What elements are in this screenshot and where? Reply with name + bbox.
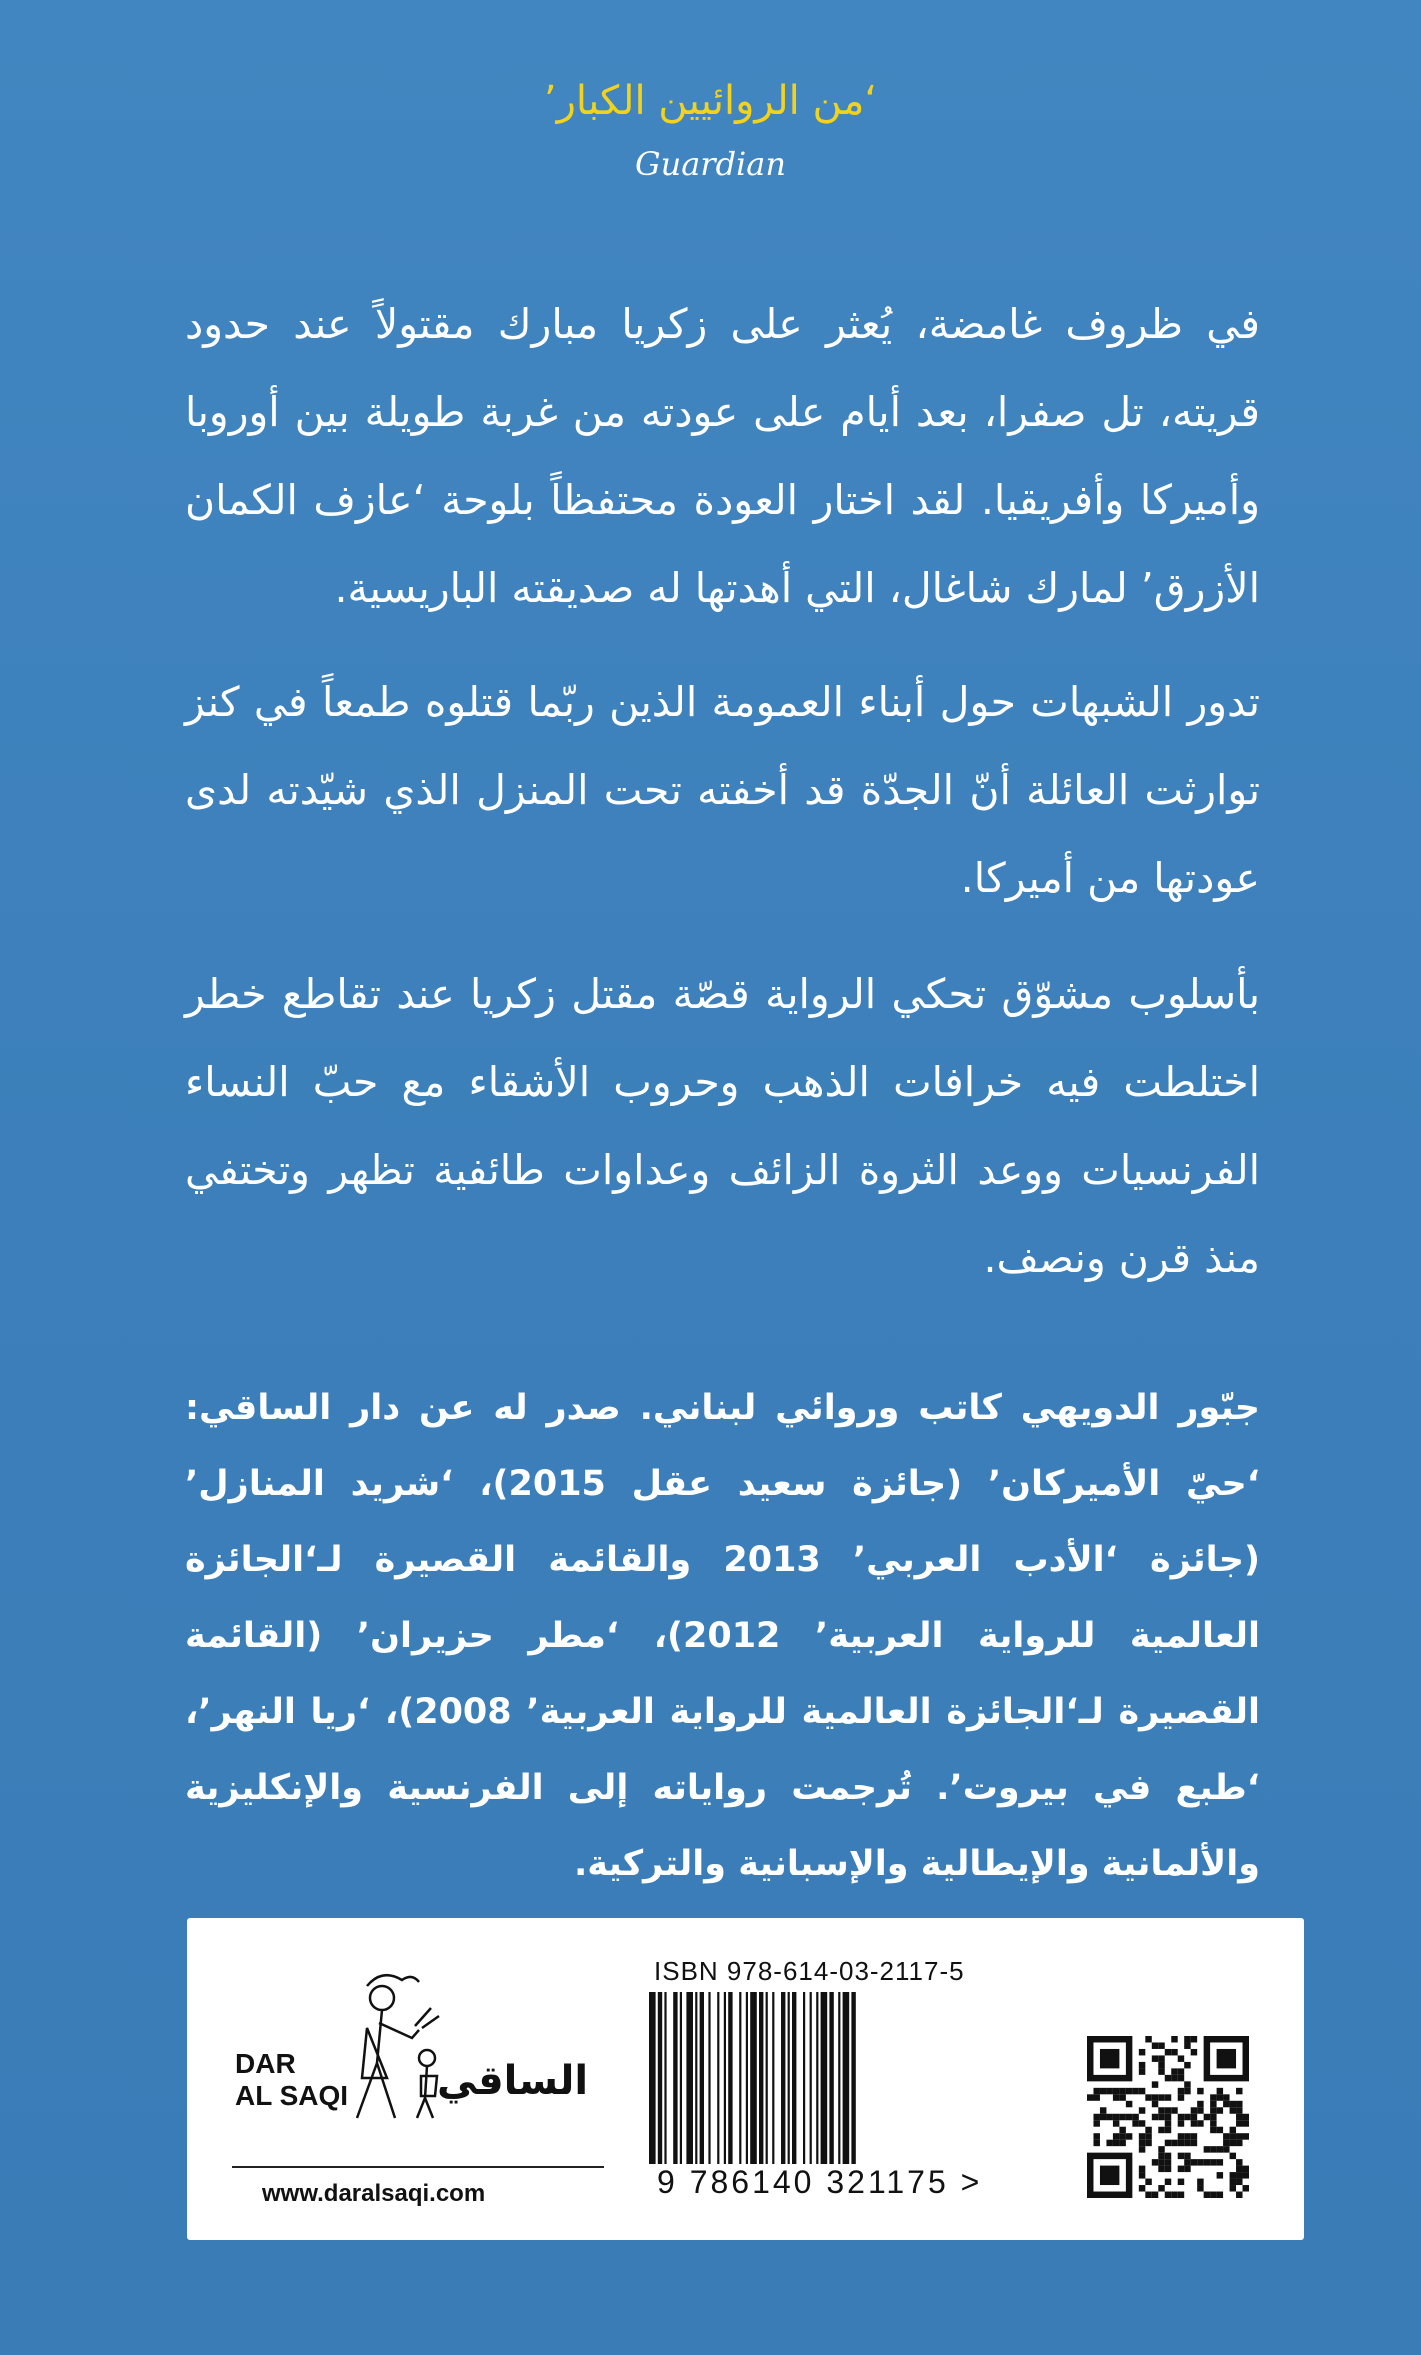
qr-module [1113, 2140, 1119, 2146]
qr-module [1171, 2140, 1177, 2146]
barcode-bar [821, 1992, 828, 2164]
qr-module [1119, 2133, 1125, 2139]
qr-module [1132, 2114, 1138, 2120]
qr-module [1139, 2107, 1145, 2113]
review-source: Guardian [635, 145, 786, 183]
qr-module [1210, 2127, 1216, 2133]
divider [232, 2166, 604, 2168]
qr-code-icon [1087, 2036, 1249, 2198]
qr-module [1243, 2166, 1249, 2172]
barcode-bar [680, 1992, 682, 2164]
qr-module [1217, 2172, 1223, 2178]
qr-module [1139, 2120, 1145, 2126]
qr-module [1178, 2179, 1184, 2185]
barcode-digits: 9 786140 321175 > [657, 2164, 983, 2200]
qr-module [1139, 2140, 1145, 2146]
qr-module [1158, 2068, 1164, 2074]
qr-module [1093, 2094, 1099, 2100]
qr-module [1210, 2192, 1216, 2198]
qr-module [1236, 2192, 1242, 2198]
barcode-bar [673, 1992, 677, 2164]
qr-module [1171, 2107, 1177, 2113]
qr-module [1106, 2140, 1112, 2146]
barcode-bar [746, 1992, 748, 2164]
qr-module [1178, 2075, 1184, 2081]
qr-module [1197, 2107, 1203, 2113]
qr-module [1158, 2114, 1164, 2120]
qr-module [1191, 2133, 1197, 2139]
qr-module [1119, 2140, 1125, 2146]
qr-module [1243, 2172, 1249, 2178]
qr-module [1158, 2062, 1164, 2068]
qr-module [1223, 2146, 1229, 2152]
qr-module [1158, 2094, 1164, 2100]
qr-module [1230, 2153, 1236, 2159]
qr-module [1113, 2114, 1119, 2120]
barcode-bar [708, 1992, 710, 2164]
barcode-bar [772, 1992, 774, 2164]
qr-module [1126, 2088, 1132, 2094]
barcode-bar [750, 1992, 757, 2164]
qr-module [1191, 2120, 1197, 2126]
qr-module [1165, 2159, 1171, 2165]
qr-module [1236, 2101, 1242, 2107]
qr-module [1210, 2146, 1216, 2152]
isbn-label: ISBN 978-614-03-2117-5 [654, 1956, 965, 1986]
qr-module [1184, 2153, 1190, 2159]
barcode-bar [759, 1992, 763, 2164]
qr-module [1113, 2120, 1119, 2126]
qr-module [1087, 2094, 1093, 2100]
qr-module [1100, 2107, 1106, 2113]
qr-module [1217, 2146, 1223, 2152]
qr-module [1145, 2140, 1151, 2146]
qr-module [1152, 2114, 1158, 2120]
qr-module [1093, 2133, 1099, 2139]
qr-module [1236, 2107, 1242, 2113]
qr-module [1178, 2166, 1184, 2172]
qr-module [1139, 2185, 1145, 2191]
qr-module [1230, 2107, 1236, 2113]
barcode-bar [792, 1992, 796, 2164]
qr-module [1165, 2179, 1171, 2185]
qr-module [1139, 2068, 1145, 2074]
qr-module [1191, 2159, 1197, 2165]
qr-module [1184, 2166, 1190, 2172]
qr-module [1197, 2101, 1203, 2107]
qr-module [1165, 2114, 1171, 2120]
qr-module [1178, 2055, 1184, 2061]
qr-module [1119, 2114, 1125, 2120]
qr-module [1145, 2094, 1151, 2100]
qr-finder-core [1100, 2166, 1119, 2185]
qr-module [1113, 2133, 1119, 2139]
qr-module [1223, 2094, 1229, 2100]
qr-module [1158, 2055, 1164, 2061]
qr-module [1171, 2036, 1177, 2042]
qr-module [1126, 2101, 1132, 2107]
qr-module [1171, 2192, 1177, 2198]
qr-module [1217, 2159, 1223, 2165]
review-quote: ‘من الروائيين الكبار’ [543, 78, 878, 124]
qr-module [1184, 2088, 1190, 2094]
qr-module [1243, 2120, 1249, 2126]
qr-module [1139, 2088, 1145, 2094]
qr-module [1158, 2146, 1164, 2152]
barcode-bar [700, 1992, 704, 2164]
qr-module [1230, 2140, 1236, 2146]
qr-module [1217, 2107, 1223, 2113]
qr-module [1217, 2127, 1223, 2133]
qr-module [1165, 2094, 1171, 2100]
barcode-bar [843, 1992, 850, 2164]
qr-module [1132, 2088, 1138, 2094]
qr-module [1165, 2127, 1171, 2133]
qr-module [1184, 2133, 1190, 2139]
qr-module [1191, 2114, 1197, 2120]
publisher-figure-logo-icon [327, 1968, 467, 2128]
qr-module [1132, 2120, 1138, 2126]
qr-module [1243, 2133, 1249, 2139]
synopsis-paragraph-2: تدور الشبهات حول أبناء العمومة الذين ربّما قتلوه طمعاً في كنز توارثت العائلة أنّ الجدّة قد أخفته تحت المنزل الذي شيّدته لدى عودتها من أميركا. [185, 678, 1260, 902]
qr-module [1178, 2088, 1184, 2094]
qr-module [1184, 2062, 1190, 2068]
qr-module [1178, 2140, 1184, 2146]
qr-module [1145, 2036, 1151, 2042]
qr-module [1093, 2120, 1099, 2126]
qr-module [1210, 2120, 1216, 2126]
qr-module [1158, 2185, 1164, 2191]
qr-module [1210, 2107, 1216, 2113]
qr-module [1243, 2114, 1249, 2120]
qr-module [1171, 2068, 1177, 2074]
synopsis-paragraph-1: في ظروف غامضة، يُعثر على زكريا مبارك مقتولاً عند حدود قريته، تل صفرا، بعد أيام على عودته من غربة طويلة بين أوروبا وأميركا وأفريقيا. لقد اختار العودة محتفظاً بلوحة ‘عازف الكمان الأزرق’ لمارك شاغال، التي أهدتها له صديقته الباريسية. [185, 300, 1260, 612]
barcode-bar [649, 1992, 656, 2164]
qr-module [1171, 2075, 1177, 2081]
qr-module [1165, 2075, 1171, 2081]
barcode-bar [739, 1992, 741, 2164]
qr-module [1197, 2088, 1203, 2094]
barcode-bar [838, 1992, 840, 2164]
qr-module [1093, 2088, 1099, 2094]
qr-module [1230, 2179, 1236, 2185]
qr-module [1184, 2081, 1190, 2087]
barcode-bar [717, 1992, 719, 2164]
barcode-bar [724, 1992, 726, 2164]
qr-finder-core [1100, 2049, 1119, 2068]
qr-module [1178, 2120, 1184, 2126]
qr-module [1113, 2094, 1119, 2100]
barcode-bar [810, 1992, 812, 2164]
qr-module [1236, 2140, 1242, 2146]
qr-module [1204, 2159, 1210, 2165]
qr-module [1165, 2107, 1171, 2113]
qr-module [1119, 2094, 1125, 2100]
publisher-panel [187, 1918, 1304, 2240]
qr-module [1165, 2140, 1171, 2146]
qr-module [1197, 2185, 1203, 2191]
qr-module [1230, 2133, 1236, 2139]
publisher-website: www.daralsaqi.com [262, 2180, 486, 2207]
barcode-bar [851, 1992, 855, 2164]
qr-module [1152, 2042, 1158, 2048]
qr-module [1223, 2140, 1229, 2146]
qr-module [1126, 2133, 1132, 2139]
qr-module [1184, 2140, 1190, 2146]
qr-module [1230, 2172, 1236, 2178]
isbn-barcode-icon [647, 1992, 982, 2172]
qr-module [1139, 2062, 1145, 2068]
qr-module [1223, 2133, 1229, 2139]
synopsis-paragraph-3: بأسلوب مشوّق تحكي الرواية قصّة مقتل زكريا عند تقاطع خطر اختلطت فيه خرافات الذهب وحروب الأشقاء مع حبّ النساء الفرنسيات ووعد الثروة الزائف وعداوات طائفية تظهر وتختفي منذ قرن ونصف. [185, 970, 1260, 1282]
qr-module [1210, 2114, 1216, 2120]
qr-module [1165, 2192, 1171, 2198]
qr-module [1191, 2140, 1197, 2146]
qr-module [1236, 2166, 1242, 2172]
barcode-bar [686, 1992, 693, 2164]
qr-module [1126, 2114, 1132, 2120]
qr-module [1158, 2042, 1164, 2048]
qr-module [1165, 2049, 1171, 2055]
qr-module [1119, 2088, 1125, 2094]
qr-module [1197, 2159, 1203, 2165]
qr-module [1204, 2114, 1210, 2120]
qr-module [1184, 2159, 1190, 2165]
qr-module [1152, 2081, 1158, 2087]
qr-module [1236, 2133, 1242, 2139]
qr-module [1139, 2172, 1145, 2178]
publisher-name-arabic: الساقي [437, 2058, 589, 2104]
qr-module [1197, 2120, 1203, 2126]
barcode-bar [695, 1992, 697, 2164]
barcode-bar [658, 1992, 662, 2164]
qr-module [1152, 2101, 1158, 2107]
qr-module [1158, 2107, 1164, 2113]
qr-module [1113, 2088, 1119, 2094]
qr-module [1210, 2159, 1216, 2165]
qr-module [1184, 2036, 1190, 2042]
barcode-bar [803, 1992, 805, 2164]
qr-module [1217, 2094, 1223, 2100]
qr-module [1197, 2179, 1203, 2185]
qr-module [1217, 2192, 1223, 2198]
qr-module [1236, 2172, 1242, 2178]
publisher-name-line-1: DAR [235, 2048, 296, 2079]
qr-module [1152, 2192, 1158, 2198]
barcode-bar [766, 1992, 768, 2164]
qr-module [1152, 2159, 1158, 2165]
qr-module [1100, 2088, 1106, 2094]
barcode-bar [664, 1992, 666, 2164]
qr-module [1191, 2036, 1197, 2042]
qr-module [1145, 2133, 1151, 2139]
qr-module [1119, 2127, 1125, 2133]
qr-module [1204, 2192, 1210, 2198]
qr-module [1178, 2094, 1184, 2100]
qr-module [1204, 2146, 1210, 2152]
qr-module [1165, 2166, 1171, 2172]
qr-module [1145, 2192, 1151, 2198]
barcode-bar [816, 1992, 818, 2164]
qr-module [1236, 2088, 1242, 2094]
qr-module [1158, 2127, 1164, 2133]
qr-module [1178, 2192, 1184, 2198]
qr-module [1184, 2114, 1190, 2120]
barcode-bar [788, 1992, 790, 2164]
qr-module [1210, 2094, 1216, 2100]
qr-module [1230, 2185, 1236, 2191]
qr-module [1152, 2055, 1158, 2061]
qr-module [1145, 2179, 1151, 2185]
qr-module [1093, 2140, 1099, 2146]
qr-module [1093, 2114, 1099, 2120]
qr-module [1191, 2107, 1197, 2113]
publisher-name-line-2: AL SAQI [235, 2080, 349, 2111]
qr-module [1178, 2114, 1184, 2120]
qr-module [1139, 2146, 1145, 2152]
qr-module [1165, 2153, 1171, 2159]
author-bio: جبّور الدويهي كاتب وروائي لبناني. صدر له عن دار الساقي: ‘حيّ الأميركان’ (جائزة سعيد عقل 2015)، ‘شريد المنازل’ (جائزة ‘الأدب العربي’ 2013 والقائمة القصيرة لـ‘الجائزة العالمية للرواية العربية’ 2012)، ‘مطر حزيران’ (القائمة القصيرة لـ‘الجائزة العالمية للرواية العربية’ 2008)، ‘ريا النهر’، ‘طبع في بيروت’. تُرجمت رواياته إلى الفرنسية والإنكليزية والألمانية والإيطالية والإسبانية والتركية. [185, 1388, 1261, 1884]
qr-finder-core [1217, 2049, 1236, 2068]
qr-module [1230, 2101, 1236, 2107]
qr-module [1223, 2101, 1229, 2107]
barcode-bar [781, 1992, 785, 2164]
qr-module [1236, 2159, 1242, 2165]
qr-module [1178, 2133, 1184, 2139]
qr-module [1236, 2120, 1242, 2126]
qr-module [1158, 2153, 1164, 2159]
qr-module [1178, 2068, 1184, 2074]
qr-module [1230, 2127, 1236, 2133]
qr-module [1139, 2166, 1145, 2172]
qr-module [1191, 2049, 1197, 2055]
qr-module [1165, 2120, 1171, 2126]
qr-module [1145, 2127, 1151, 2133]
qr-module [1236, 2114, 1242, 2120]
qr-module [1106, 2088, 1112, 2094]
qr-module [1210, 2101, 1216, 2107]
barcode-bar [829, 1992, 833, 2164]
qr-module [1236, 2179, 1242, 2185]
qr-module [1158, 2159, 1164, 2165]
qr-module [1184, 2042, 1190, 2048]
qr-module [1178, 2153, 1184, 2159]
qr-module [1139, 2133, 1145, 2139]
qr-module [1158, 2166, 1164, 2172]
qr-module [1171, 2049, 1177, 2055]
barcode-bar [728, 1992, 732, 2164]
qr-module [1243, 2185, 1249, 2191]
qr-module [1106, 2114, 1112, 2120]
qr-module [1217, 2088, 1223, 2094]
qr-module [1100, 2114, 1106, 2120]
qr-module [1139, 2049, 1145, 2055]
qr-module [1152, 2094, 1158, 2100]
